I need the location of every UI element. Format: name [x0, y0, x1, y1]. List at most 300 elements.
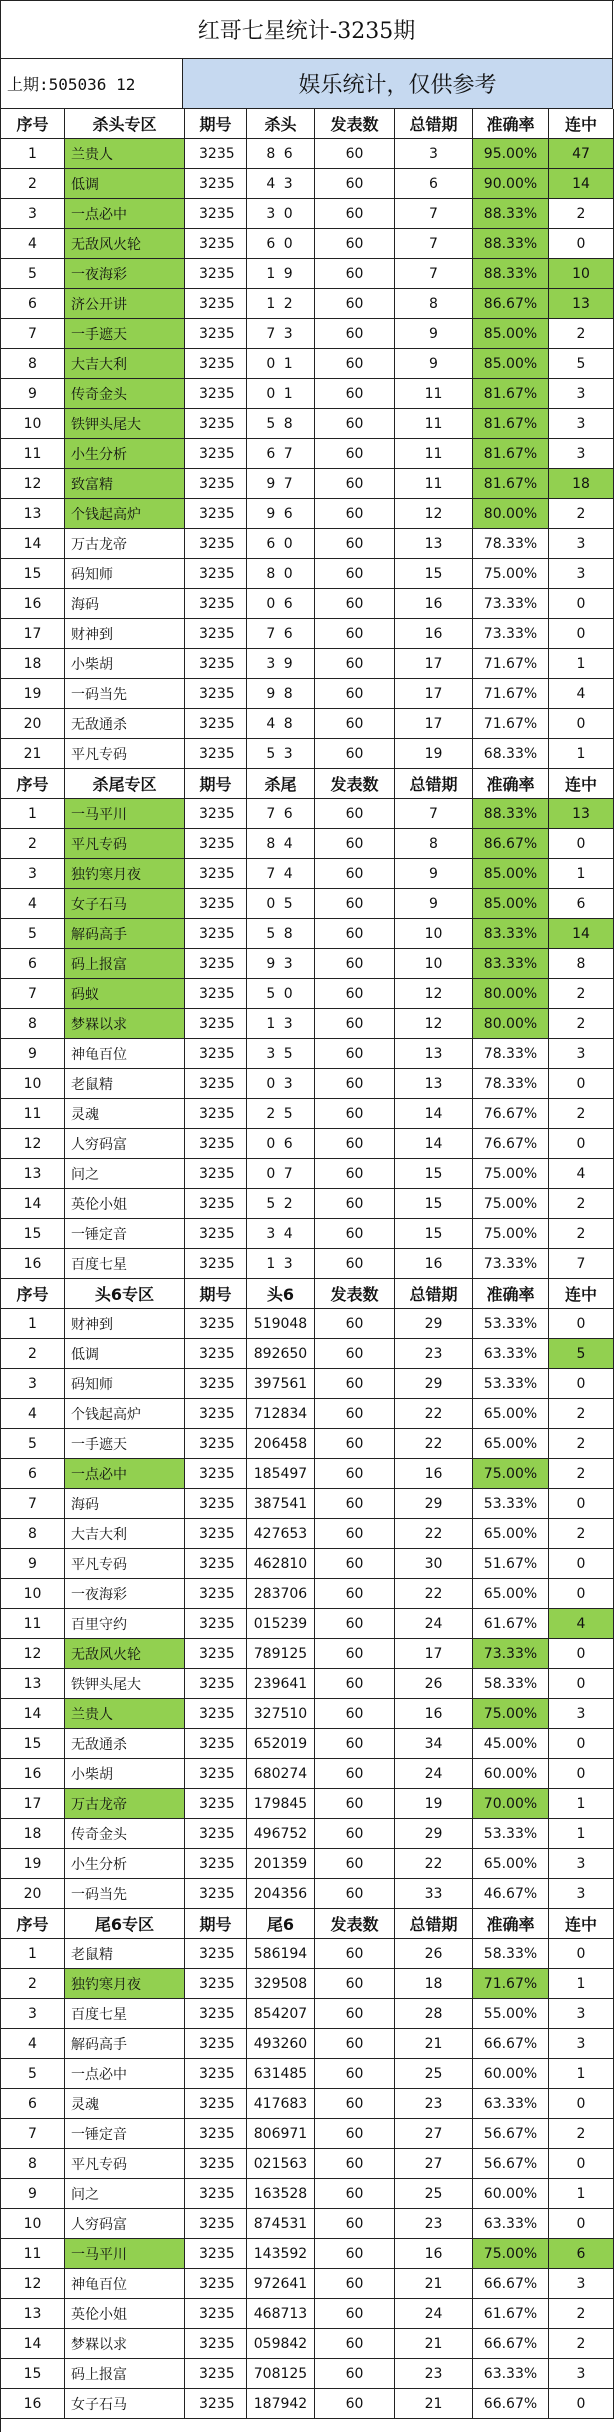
- cell-streak: 3: [549, 379, 614, 409]
- cell-number: 789125: [247, 1639, 315, 1669]
- cell-errors: 29: [395, 1819, 473, 1849]
- cell-published: 60: [315, 1369, 395, 1399]
- cell-name: 个钱起高炉: [65, 1399, 185, 1429]
- cell-streak: 0: [549, 589, 614, 619]
- cell-accuracy: 71.67%: [473, 679, 549, 709]
- cell-streak: 3: [549, 1999, 614, 2029]
- cell-streak: 2: [549, 2299, 614, 2329]
- cell-errors: 8: [395, 289, 473, 319]
- cell-published: 60: [315, 1759, 395, 1789]
- cell-issue: 3235: [185, 1669, 247, 1699]
- cell-issue: 3235: [185, 349, 247, 379]
- cell-index: 14: [1, 1189, 65, 1219]
- header-accuracy: 准确率: [473, 109, 549, 139]
- cell-index: 17: [1, 1789, 65, 1819]
- cell-number: 493260: [247, 2029, 315, 2059]
- cell-errors: 9: [395, 319, 473, 349]
- cell-streak: 0: [549, 1309, 614, 1339]
- cell-index: 6: [1, 949, 65, 979]
- cell-issue: 3235: [185, 1969, 247, 1999]
- cell-issue: 3235: [185, 559, 247, 589]
- cell-streak: 18: [549, 469, 614, 499]
- cell-name: 低调: [65, 169, 185, 199]
- cell-number: 187942: [247, 2389, 315, 2419]
- cell-accuracy: 60.00%: [473, 2179, 549, 2209]
- cell-issue: 3235: [185, 139, 247, 169]
- table-row: [1, 2059, 614, 2089]
- header-errors: 总错期: [395, 769, 473, 799]
- cell-errors: 27: [395, 2149, 473, 2179]
- cell-number: 5 0: [247, 979, 315, 1009]
- cell-issue: 3235: [185, 1819, 247, 1849]
- cell-accuracy: 56.67%: [473, 2119, 549, 2149]
- cell-index: 12: [1, 1639, 65, 1669]
- cell-errors: 3: [395, 139, 473, 169]
- header-number: 杀尾: [247, 769, 315, 799]
- cell-name: 无敌风火轮: [65, 229, 185, 259]
- cell-streak: 2: [549, 1519, 614, 1549]
- cell-issue: 3235: [185, 229, 247, 259]
- cell-published: 60: [315, 2269, 395, 2299]
- cell-issue: 3235: [185, 1459, 247, 1489]
- cell-name: 解码高手: [65, 919, 185, 949]
- cell-streak: 0: [549, 619, 614, 649]
- cell-name: 码知师: [65, 1369, 185, 1399]
- cell-number: 1 9: [247, 259, 315, 289]
- cell-number: 185497: [247, 1459, 315, 1489]
- cell-name: 码上报富: [65, 949, 185, 979]
- cell-index: 17: [1, 619, 65, 649]
- cell-name: 济公开讲: [65, 289, 185, 319]
- cell-streak: 2: [549, 1099, 614, 1129]
- cell-streak: 13: [549, 289, 614, 319]
- table-row: [1, 259, 614, 289]
- cell-name: 平凡专码: [65, 2149, 185, 2179]
- cell-errors: 15: [395, 1219, 473, 1249]
- cell-name: 老鼠精: [65, 1939, 185, 1969]
- cell-index: 4: [1, 1399, 65, 1429]
- cell-accuracy: 68.33%: [473, 739, 549, 769]
- cell-index: 7: [1, 2119, 65, 2149]
- cell-index: 12: [1, 1129, 65, 1159]
- table-row: [1, 439, 614, 469]
- last-issue: 上期:505036 12: [1, 59, 183, 109]
- cell-issue: 3235: [185, 2209, 247, 2239]
- table-row: [1, 1789, 614, 1819]
- cell-name: 万古龙帝: [65, 529, 185, 559]
- table-row: [1, 1849, 614, 1879]
- cell-streak: 1: [549, 1969, 614, 1999]
- cell-number: 0 6: [247, 1129, 315, 1159]
- table-row: [1, 2089, 614, 2119]
- cell-published: 60: [315, 229, 395, 259]
- table-row: [1, 1729, 614, 1759]
- cell-streak: 0: [549, 2209, 614, 2239]
- cell-number: 021563: [247, 2149, 315, 2179]
- cell-number: 8 6: [247, 139, 315, 169]
- cell-number: 708125: [247, 2359, 315, 2389]
- cell-number: 059842: [247, 2329, 315, 2359]
- cell-accuracy: 53.33%: [473, 1819, 549, 1849]
- cell-accuracy: 53.33%: [473, 1369, 549, 1399]
- cell-published: 60: [315, 259, 395, 289]
- cell-number: 0 7: [247, 1159, 315, 1189]
- cell-index: 13: [1, 2299, 65, 2329]
- cell-errors: 30: [395, 1549, 473, 1579]
- cell-accuracy: 81.67%: [473, 439, 549, 469]
- cell-issue: 3235: [185, 1189, 247, 1219]
- cell-accuracy: 75.00%: [473, 1219, 549, 1249]
- table-row: [1, 139, 614, 169]
- section-header-row: [1, 109, 614, 139]
- header-issue: 期号: [185, 769, 247, 799]
- cell-index: 21: [1, 739, 65, 769]
- cell-streak: 0: [549, 1489, 614, 1519]
- cell-index: 14: [1, 1699, 65, 1729]
- cell-streak: 0: [549, 2149, 614, 2179]
- cell-name: 铁钾头尾大: [65, 1669, 185, 1699]
- cell-name: 一码当先: [65, 1879, 185, 1909]
- cell-index: 2: [1, 829, 65, 859]
- cell-issue: 3235: [185, 1099, 247, 1129]
- cell-index: 4: [1, 2029, 65, 2059]
- section-2: [1, 769, 614, 1279]
- cell-published: 60: [315, 1549, 395, 1579]
- cell-index: 16: [1, 2389, 65, 2419]
- cell-accuracy: 63.33%: [473, 2359, 549, 2389]
- cell-number: 143592: [247, 2239, 315, 2269]
- cell-issue: 3235: [185, 2299, 247, 2329]
- cell-accuracy: 88.33%: [473, 229, 549, 259]
- cell-errors: 11: [395, 379, 473, 409]
- cell-number: 874531: [247, 2209, 315, 2239]
- cell-accuracy: 78.33%: [473, 529, 549, 559]
- header-accuracy: 准确率: [473, 1909, 549, 1939]
- cell-index: 4: [1, 229, 65, 259]
- cell-number: 4 3: [247, 169, 315, 199]
- cell-issue: 3235: [185, 1159, 247, 1189]
- cell-issue: 3235: [185, 709, 247, 739]
- cell-issue: 3235: [185, 1999, 247, 2029]
- cell-errors: 14: [395, 1129, 473, 1159]
- cell-number: 6 7: [247, 439, 315, 469]
- table-row: [1, 559, 614, 589]
- cell-published: 60: [315, 1579, 395, 1609]
- cell-accuracy: 86.67%: [473, 829, 549, 859]
- table-row: [1, 1189, 614, 1219]
- cell-accuracy: 56.67%: [473, 2149, 549, 2179]
- cell-published: 60: [315, 499, 395, 529]
- cell-accuracy: 83.33%: [473, 919, 549, 949]
- cell-errors: 7: [395, 799, 473, 829]
- cell-name: 梦槑以求: [65, 2329, 185, 2359]
- cell-errors: 15: [395, 559, 473, 589]
- cell-published: 60: [315, 139, 395, 169]
- cell-issue: 3235: [185, 439, 247, 469]
- table-row: [1, 2119, 614, 2149]
- cell-name: 百里守约: [65, 1609, 185, 1639]
- cell-published: 60: [315, 1159, 395, 1189]
- table-row: [1, 1999, 614, 2029]
- cell-index: 15: [1, 1219, 65, 1249]
- cell-index: 19: [1, 1849, 65, 1879]
- cell-published: 60: [315, 1069, 395, 1099]
- cell-name: 平凡专码: [65, 829, 185, 859]
- header-streak: 连中: [549, 1909, 614, 1939]
- cell-published: 60: [315, 1189, 395, 1219]
- cell-published: 60: [315, 379, 395, 409]
- table-row: [1, 2359, 614, 2389]
- cell-errors: 28: [395, 1999, 473, 2029]
- cell-accuracy: 85.00%: [473, 349, 549, 379]
- cell-issue: 3235: [185, 2029, 247, 2059]
- cell-accuracy: 65.00%: [473, 1579, 549, 1609]
- cell-accuracy: 80.00%: [473, 1009, 549, 1039]
- cell-issue: 3235: [185, 1399, 247, 1429]
- cell-errors: 22: [395, 1579, 473, 1609]
- section-1: [1, 109, 614, 769]
- cell-name: 个钱起高炉: [65, 499, 185, 529]
- cell-published: 60: [315, 2299, 395, 2329]
- header-zone: 杀尾专区: [65, 769, 185, 799]
- title-row: [1, 1, 614, 59]
- cell-number: 9 6: [247, 499, 315, 529]
- cell-number: 9 3: [247, 949, 315, 979]
- cell-number: 712834: [247, 1399, 315, 1429]
- cell-streak: 3: [549, 2029, 614, 2059]
- cell-errors: 11: [395, 409, 473, 439]
- table-row: [1, 679, 614, 709]
- cell-errors: 16: [395, 619, 473, 649]
- cell-name: 一手遮天: [65, 319, 185, 349]
- header-published: 发表数: [315, 1279, 395, 1309]
- cell-streak: 6: [549, 2239, 614, 2269]
- cell-name: 码知师: [65, 559, 185, 589]
- table-row: [1, 2329, 614, 2359]
- cell-published: 60: [315, 1789, 395, 1819]
- cell-index: 12: [1, 2269, 65, 2299]
- header-issue: 期号: [185, 109, 247, 139]
- cell-name: 财神到: [65, 1309, 185, 1339]
- cell-streak: 3: [549, 1699, 614, 1729]
- cell-index: 13: [1, 499, 65, 529]
- cell-number: 387541: [247, 1489, 315, 1519]
- cell-name: 一夜海彩: [65, 1579, 185, 1609]
- cell-streak: 2: [549, 499, 614, 529]
- cell-issue: 3235: [185, 1219, 247, 1249]
- table-row: [1, 1939, 614, 1969]
- table-row: [1, 1099, 614, 1129]
- cell-streak: 2: [549, 1219, 614, 1249]
- cell-number: 5 8: [247, 919, 315, 949]
- cell-streak: 1: [549, 1789, 614, 1819]
- cell-number: 201359: [247, 1849, 315, 1879]
- cell-accuracy: 73.33%: [473, 1639, 549, 1669]
- cell-name: 人穷码富: [65, 2209, 185, 2239]
- cell-published: 60: [315, 679, 395, 709]
- cell-streak: 0: [549, 1759, 614, 1789]
- sheet-title: 红哥七星统计-3235期: [1, 1, 613, 59]
- cell-published: 60: [315, 1699, 395, 1729]
- cell-number: 586194: [247, 1939, 315, 1969]
- header-index: 序号: [1, 1909, 65, 1939]
- cell-number: 015239: [247, 1609, 315, 1639]
- cell-name: 百度七星: [65, 1999, 185, 2029]
- cell-index: 9: [1, 2179, 65, 2209]
- cell-number: 3 5: [247, 1039, 315, 1069]
- cell-name: 女子石马: [65, 2389, 185, 2419]
- cell-issue: 3235: [185, 1039, 247, 1069]
- cell-published: 60: [315, 1339, 395, 1369]
- table-row: [1, 1519, 614, 1549]
- cell-number: 204356: [247, 1879, 315, 1909]
- table-row: [1, 2269, 614, 2299]
- cell-published: 60: [315, 949, 395, 979]
- table-row: [1, 169, 614, 199]
- cell-number: 1 3: [247, 1249, 315, 1279]
- cell-streak: 0: [549, 1129, 614, 1159]
- cell-issue: 3235: [185, 1069, 247, 1099]
- cell-errors: 21: [395, 2029, 473, 2059]
- cell-errors: 23: [395, 1339, 473, 1369]
- cell-number: 652019: [247, 1729, 315, 1759]
- cell-index: 18: [1, 1819, 65, 1849]
- cell-index: 2: [1, 1339, 65, 1369]
- cell-issue: 3235: [185, 829, 247, 859]
- table-row: [1, 289, 614, 319]
- cell-number: 206458: [247, 1429, 315, 1459]
- cell-accuracy: 81.67%: [473, 409, 549, 439]
- cell-name: 独钓寒月夜: [65, 859, 185, 889]
- cell-errors: 22: [395, 1399, 473, 1429]
- cell-published: 60: [315, 559, 395, 589]
- table-row: [1, 499, 614, 529]
- cell-index: 20: [1, 709, 65, 739]
- cell-number: 9 8: [247, 679, 315, 709]
- cell-name: 一锤定音: [65, 2119, 185, 2149]
- cell-number: 4 8: [247, 709, 315, 739]
- cell-issue: 3235: [185, 1879, 247, 1909]
- cell-number: 0 1: [247, 379, 315, 409]
- cell-accuracy: 66.67%: [473, 2329, 549, 2359]
- cell-issue: 3235: [185, 799, 247, 829]
- cell-accuracy: 70.00%: [473, 1789, 549, 1819]
- cell-published: 60: [315, 1309, 395, 1339]
- cell-number: 6 0: [247, 529, 315, 559]
- cell-errors: 15: [395, 1159, 473, 1189]
- cell-accuracy: 80.00%: [473, 979, 549, 1009]
- cell-number: 179845: [247, 1789, 315, 1819]
- cell-number: 1 2: [247, 289, 315, 319]
- cell-name: 灵魂: [65, 2089, 185, 2119]
- cell-issue: 3235: [185, 1309, 247, 1339]
- table-row: [1, 979, 614, 1009]
- cell-accuracy: 73.33%: [473, 1249, 549, 1279]
- cell-errors: 34: [395, 1729, 473, 1759]
- cell-issue: 3235: [185, 469, 247, 499]
- cell-number: 468713: [247, 2299, 315, 2329]
- cell-index: 8: [1, 1519, 65, 1549]
- cell-number: 8 4: [247, 829, 315, 859]
- cell-published: 60: [315, 2149, 395, 2179]
- cell-streak: 0: [549, 829, 614, 859]
- cell-errors: 23: [395, 2359, 473, 2389]
- cell-number: 496752: [247, 1819, 315, 1849]
- cell-errors: 12: [395, 499, 473, 529]
- table-row: [1, 1609, 614, 1639]
- cell-accuracy: 55.00%: [473, 1999, 549, 2029]
- cell-errors: 7: [395, 259, 473, 289]
- cell-accuracy: 65.00%: [473, 1429, 549, 1459]
- cell-issue: 3235: [185, 739, 247, 769]
- table-row: [1, 1369, 614, 1399]
- cell-errors: 10: [395, 919, 473, 949]
- table-row: [1, 1549, 614, 1579]
- table-row: [1, 859, 614, 889]
- cell-index: 9: [1, 379, 65, 409]
- cell-streak: 3: [549, 439, 614, 469]
- cell-number: 6 0: [247, 229, 315, 259]
- cell-name: 小生分析: [65, 439, 185, 469]
- cell-number: 7 6: [247, 619, 315, 649]
- cell-index: 8: [1, 1009, 65, 1039]
- cell-accuracy: 85.00%: [473, 889, 549, 919]
- header-accuracy: 准确率: [473, 769, 549, 799]
- cell-issue: 3235: [185, 589, 247, 619]
- cell-published: 60: [315, 2089, 395, 2119]
- cell-accuracy: 75.00%: [473, 559, 549, 589]
- cell-published: 60: [315, 2179, 395, 2209]
- cell-streak: 0: [549, 2389, 614, 2419]
- cell-issue: 3235: [185, 979, 247, 1009]
- cell-streak: 2: [549, 199, 614, 229]
- cell-streak: 13: [549, 799, 614, 829]
- cell-published: 60: [315, 319, 395, 349]
- header-zone: 杀头专区: [65, 109, 185, 139]
- cell-streak: 6: [549, 889, 614, 919]
- cell-published: 60: [315, 1429, 395, 1459]
- cell-issue: 3235: [185, 2359, 247, 2389]
- cell-index: 9: [1, 1039, 65, 1069]
- cell-errors: 17: [395, 1639, 473, 1669]
- table-row: [1, 949, 614, 979]
- cell-number: 0 3: [247, 1069, 315, 1099]
- cell-errors: 24: [395, 2299, 473, 2329]
- cell-errors: 27: [395, 2119, 473, 2149]
- cell-name: 一码当先: [65, 679, 185, 709]
- cell-name: 一锤定音: [65, 1219, 185, 1249]
- cell-published: 60: [315, 2239, 395, 2269]
- cell-errors: 16: [395, 1459, 473, 1489]
- cell-issue: 3235: [185, 949, 247, 979]
- header-streak: 连中: [549, 1279, 614, 1309]
- cell-streak: 1: [549, 649, 614, 679]
- table-row: [1, 529, 614, 559]
- cell-errors: 21: [395, 2269, 473, 2299]
- cell-name: 铁钾头尾大: [65, 409, 185, 439]
- cell-streak: 3: [549, 1879, 614, 1909]
- cell-streak: 2: [549, 2119, 614, 2149]
- cell-index: 14: [1, 2329, 65, 2359]
- cell-streak: 0: [549, 229, 614, 259]
- subtitle-row: [1, 59, 614, 109]
- cell-name: 平凡专码: [65, 739, 185, 769]
- cell-errors: 22: [395, 1519, 473, 1549]
- cell-published: 60: [315, 1819, 395, 1849]
- cell-errors: 15: [395, 1189, 473, 1219]
- cell-errors: 16: [395, 2239, 473, 2269]
- cell-published: 60: [315, 409, 395, 439]
